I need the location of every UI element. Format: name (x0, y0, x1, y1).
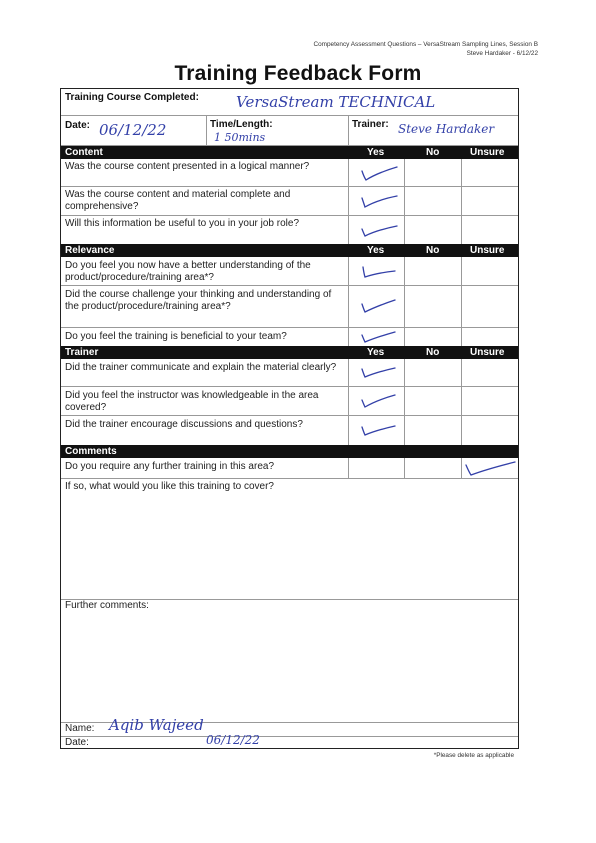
grid-line (404, 359, 405, 445)
time-value[interactable]: 1 50mins (214, 131, 266, 144)
yes-checkbox[interactable] (359, 420, 401, 440)
col-yes: Yes (367, 147, 385, 158)
sign-date-label: Date: (65, 737, 89, 748)
grid-line (404, 458, 405, 478)
divider (206, 116, 207, 145)
grid-line (348, 359, 349, 445)
question-row (61, 328, 518, 346)
trainer-field-label: Trainer: (352, 119, 389, 130)
question-row (61, 187, 518, 216)
section-header-content (61, 146, 518, 159)
yes-checkbox[interactable] (359, 362, 401, 382)
cover-prompt: If so, what would you like this training to cover? (65, 481, 274, 492)
question-text: Do you feel you now have a better understanding of the product/procedure/training area*? (65, 260, 311, 283)
course-value[interactable]: VersaStream TECHNICAL (236, 93, 436, 111)
grid-line (461, 257, 462, 346)
course-row (61, 89, 518, 116)
col-no: No (426, 147, 440, 158)
name-label: Name: (65, 723, 95, 734)
question-row (61, 387, 518, 416)
question-text: Was the course content presented in a logical manner? (65, 161, 310, 172)
yes-checkbox[interactable] (359, 391, 401, 411)
name-row (61, 716, 518, 737)
question-row (61, 257, 518, 286)
question-row (61, 159, 518, 187)
sign-date-value[interactable]: 06/12/22 (206, 733, 260, 747)
feedback-form (60, 88, 519, 749)
question-text: Did you feel the instructor was knowledgeable in the area covered? (65, 390, 319, 413)
section-header-relevance (61, 244, 518, 257)
further-comments-box[interactable] (61, 600, 518, 723)
sign-date-row (61, 733, 518, 749)
question-row (61, 359, 518, 387)
cover-box[interactable] (61, 479, 518, 600)
yes-checkbox[interactable] (359, 296, 401, 316)
grid-line (461, 359, 462, 445)
trainer-field-value[interactable]: Steve Hardaker (398, 122, 495, 136)
grid-line (348, 257, 349, 346)
section-title: Trainer (65, 347, 99, 358)
question-row (61, 216, 518, 244)
question-row (61, 416, 518, 445)
yes-checkbox[interactable] (359, 326, 401, 346)
section-title: Comments (65, 446, 117, 457)
col-no: No (426, 347, 440, 358)
header-line-1: Competency Assessment Questions – VersaStream Sampling Lines, Session B (313, 41, 538, 48)
question-text: Did the trainer communicate and explain the material clearly? (65, 362, 337, 373)
grid-line (348, 159, 349, 244)
question-text: Will this information be useful to you in your job role? (65, 218, 300, 229)
date-label: Date: (65, 120, 91, 131)
section-header-comments (61, 445, 518, 458)
section-title: Relevance (65, 245, 115, 256)
yes-checkbox[interactable] (359, 262, 401, 282)
date-value[interactable]: 06/12/22 (99, 121, 167, 139)
grid-line (461, 458, 462, 478)
yes-checkbox[interactable] (359, 163, 401, 183)
time-label: Time/Length: (210, 119, 273, 130)
question-text: Was the course content and material complete and comprehensive? (65, 189, 291, 212)
footnote: *Please delete as applicable (433, 752, 514, 759)
date-row (61, 116, 518, 146)
section-header-trainer (61, 346, 518, 359)
yes-checkbox[interactable] (359, 191, 401, 211)
question-row (61, 458, 518, 479)
grid-line (348, 458, 349, 478)
grid-line (461, 159, 462, 244)
yes-checkbox[interactable] (359, 220, 401, 240)
col-no: No (426, 245, 440, 256)
page-title: Training Feedback Form (174, 62, 422, 85)
question-text: Do you feel the training is beneficial to your team? (65, 331, 287, 342)
header-line-2: Steve Hardaker - 6/12/22 (466, 50, 538, 57)
col-unsure: Unsure (470, 147, 505, 158)
question-text: Did the trainer encourage discussions and questions? (65, 419, 303, 430)
divider (348, 116, 349, 145)
question-row (61, 286, 518, 328)
unsure-checkbox[interactable] (463, 459, 517, 479)
col-yes: Yes (367, 245, 385, 256)
grid-line (404, 257, 405, 346)
section-title: Content (65, 147, 103, 158)
col-unsure: Unsure (470, 245, 505, 256)
grid-line (404, 159, 405, 244)
question-text: Do you require any further training in this area? (65, 461, 275, 472)
col-unsure: Unsure (470, 347, 505, 358)
col-yes: Yes (367, 347, 385, 358)
question-text: Did the course challenge your thinking and understanding of the product/procedure/training area*? (65, 289, 332, 312)
further-prompt: Further comments: (65, 600, 149, 611)
course-label: Training Course Completed: (65, 92, 199, 103)
name-value[interactable]: Aqib Wajeed (109, 716, 204, 734)
